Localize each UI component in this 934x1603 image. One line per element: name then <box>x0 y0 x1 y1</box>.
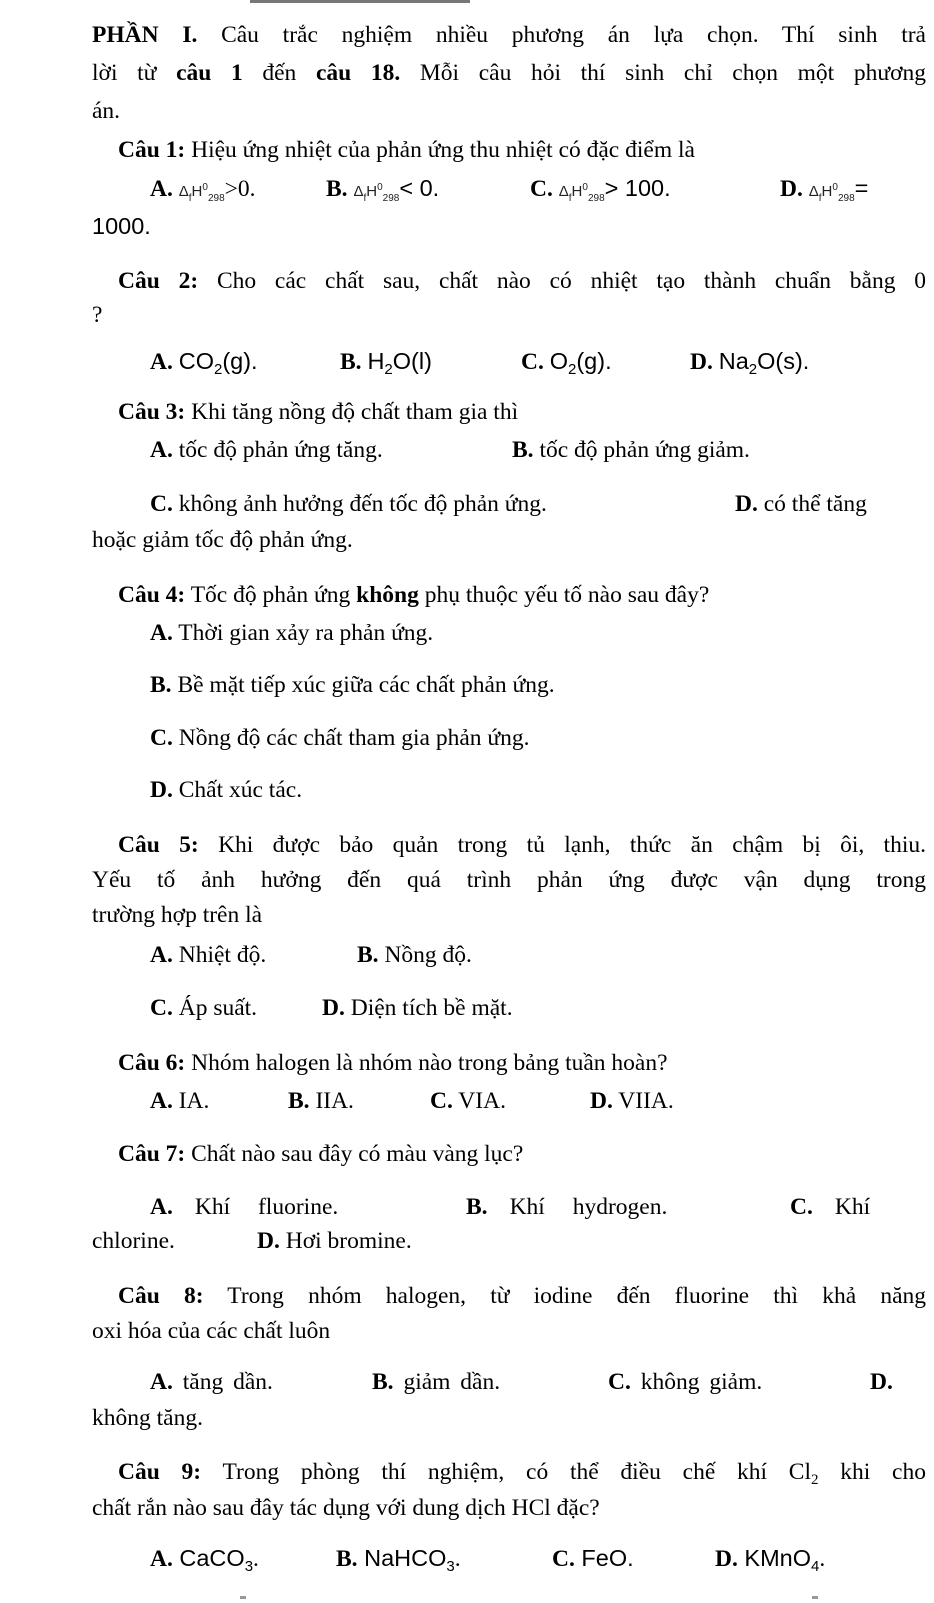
q6-d-letter: D. <box>590 1088 613 1114</box>
q2-a-v2: (g). <box>222 348 258 374</box>
q7-c-text: Khí <box>834 1194 871 1220</box>
q7-option-c <box>790 1192 870 1222</box>
q2-option-c <box>521 346 612 377</box>
q1-c-letter: C. <box>530 176 553 202</box>
q9-option-c <box>552 1543 634 1574</box>
q2-a-sub: 2 <box>213 361 223 378</box>
q9-a-sub: 3 <box>244 1558 254 1575</box>
q1-b-formula <box>353 182 400 204</box>
q2-b-letter: B. <box>340 349 362 375</box>
q3-stem <box>118 397 926 427</box>
q2-c-formula <box>549 348 612 378</box>
q8-text: Trong nhóm halogen, từ iodine đến fluorine thì khả năng <box>203 1283 926 1309</box>
q5-c-letter: C. <box>150 995 173 1021</box>
q9-text1: Trong phòng thí nghiệm, có thể điều chế khí Cl <box>201 1459 812 1485</box>
bottom-mark-right <box>812 1596 818 1599</box>
q1-b-sup: 0 <box>377 182 383 193</box>
q9-d-sub: 4 <box>811 1558 820 1575</box>
part-intro-b5: Mỗi câu hỏi thí sinh chỉ chọn một phương <box>400 60 926 86</box>
q1-a-sym: Δ <box>178 183 189 200</box>
q2-b-v2: O(l) <box>392 348 432 374</box>
q9-option-d <box>715 1543 825 1574</box>
q1-a-rest: >0. <box>224 176 256 202</box>
q5-option-b <box>357 940 472 970</box>
q1-b-rest: < 0. <box>399 175 440 201</box>
q9-a-v2: . <box>253 1546 259 1572</box>
q8-option-c <box>608 1367 762 1397</box>
q7-text: Chất nào sau đây có màu vàng lục? <box>185 1141 524 1167</box>
part-heading: PHẦN I. <box>92 22 198 48</box>
q7-label: Câu 7: <box>118 1141 186 1167</box>
q9-a-letter: A. <box>150 1546 173 1572</box>
q1-b-h: H <box>366 183 378 200</box>
q3-b-text: tốc độ phản ứng giảm. <box>533 437 750 463</box>
q2-d-v1: Na <box>718 348 749 374</box>
q7-stem <box>118 1139 926 1169</box>
q7-d-letter: D. <box>257 1228 280 1254</box>
q8-c-text: không giảm. <box>630 1369 763 1395</box>
q2-text-cont: ? <box>92 302 103 328</box>
q6-option-c <box>430 1086 506 1116</box>
q4-option-d <box>150 775 302 805</box>
q5-text2: Yếu tố ảnh hưởng đến quá trình phản ứng được vận dụng trong <box>92 867 926 893</box>
q7-option-c-cont <box>92 1226 175 1256</box>
q2-option-b <box>340 346 432 377</box>
q9-c-text: FeO. <box>574 1545 634 1571</box>
q4-c-text: Nồng độ các chất tham gia phản ứng. <box>172 725 530 751</box>
q5-c-text: Áp suất. <box>172 995 258 1021</box>
q8-label: Câu 8: <box>118 1283 204 1309</box>
q1-b-sub2: 298 <box>382 193 400 204</box>
q4-stem <box>118 580 926 610</box>
q5-d-letter: D. <box>322 995 345 1021</box>
q1-a-sub2: 298 <box>207 193 225 204</box>
part-intro-b1: lời từ <box>92 60 177 86</box>
q1-a-sup: 0 <box>202 182 208 193</box>
q1-c-h: H <box>571 183 583 200</box>
q1-d-formula <box>808 182 855 204</box>
q2-a-formula <box>178 348 258 378</box>
q9-text3: chất rắn nào sau đây tác dụng với dung dịch HCl đặc? <box>92 1495 600 1521</box>
q9-b-letter: B. <box>336 1546 358 1572</box>
q2-stem <box>118 266 926 296</box>
q2-option-d <box>690 346 809 377</box>
q2-c-v2: (g). <box>576 348 612 374</box>
q4-label: Câu 4: <box>118 582 186 608</box>
q5-text3: trường hợp trên là <box>92 902 263 928</box>
q8-option-a <box>150 1367 273 1397</box>
q1-text: Hiệu ứng nhiệt của phản ứng thu nhiệt có đặc điểm là <box>185 137 695 163</box>
q6-option-a <box>150 1086 209 1116</box>
q2-b-sub: 2 <box>384 361 393 378</box>
q1-d-sub2: 298 <box>837 193 855 204</box>
q6-c-text: VIA. <box>452 1088 506 1114</box>
q1-option-b <box>326 173 439 207</box>
q5-stem-2 <box>92 865 926 895</box>
q1-label: Câu 1: <box>118 137 186 163</box>
q7-c-letter: C. <box>790 1194 813 1220</box>
q2-c-v1: O <box>549 348 569 374</box>
q1-b-sym: Δ <box>353 183 364 200</box>
q3-option-a <box>150 435 383 465</box>
q6-a-letter: A. <box>150 1088 173 1114</box>
q1-a-letter: A. <box>150 176 173 202</box>
q6-a-text: IA. <box>172 1088 210 1114</box>
part-intro-line-3 <box>92 96 926 126</box>
q5-label: Câu 5: <box>118 832 199 858</box>
q7-d-text: Hơi bromine. <box>279 1228 412 1254</box>
q9-stem-2 <box>92 1493 926 1523</box>
part-intro-line-1 <box>92 20 926 50</box>
q4-option-c <box>150 723 530 753</box>
q3-option-b <box>512 435 750 465</box>
q4-a-text: Thời gian xảy ra phản ứng. <box>172 620 434 646</box>
q8-stem-2 <box>92 1316 926 1346</box>
top-rule <box>250 0 470 3</box>
q8-text2: oxi hóa của các chất luôn <box>92 1318 331 1344</box>
q1-d-sub1: f <box>818 193 822 204</box>
q5-text: Khi được bảo quản trong tủ lạnh, thức ăn chậm bị ôi, thiu. <box>198 832 926 858</box>
q1-a-formula <box>178 182 225 204</box>
q4-d-text: Chất xúc tác. <box>172 777 303 803</box>
q6-b-letter: B. <box>288 1088 310 1114</box>
q1-c-sym: Δ <box>558 183 569 200</box>
q1-option-a <box>150 173 256 207</box>
q3-d-cont: hoặc giảm tốc độ phản ứng. <box>92 527 353 553</box>
q9-b-v2: . <box>454 1546 461 1572</box>
q8-b-letter: B. <box>372 1369 394 1395</box>
q5-stem <box>118 830 926 860</box>
q4-b-text: Bề mặt tiếp xúc giữa các chất phản ứng. <box>171 672 555 698</box>
part-intro-c: án. <box>92 98 121 124</box>
q3-c-letter: C. <box>150 491 173 517</box>
q7-c-cont: chlorine. <box>92 1228 175 1254</box>
q8-stem <box>118 1281 926 1311</box>
q5-a-text: Nhiệt độ. <box>172 942 267 968</box>
q5-d-text: Diện tích bề mặt. <box>344 995 513 1021</box>
part-intro-line-2 <box>92 58 926 88</box>
q1-c-rest: > 100. <box>604 175 671 201</box>
q1-d-sup: 0 <box>832 182 838 193</box>
q3-b-letter: B. <box>512 437 534 463</box>
q1-stem <box>118 135 926 165</box>
q4-text2: phụ thuộc yếu tố nào sau đây? <box>418 582 710 608</box>
q2-c-sub: 2 <box>568 361 577 378</box>
bottom-mark-left <box>240 1596 246 1599</box>
q4-b-letter: B. <box>150 672 172 698</box>
q2-label: Câu 2: <box>118 268 199 294</box>
q9-label: Câu 9: <box>118 1459 202 1485</box>
q1-d-rest: = <box>854 175 869 201</box>
q5-b-text: Nồng độ. <box>378 942 472 968</box>
part-intro-b4: câu 18. <box>315 60 401 86</box>
q1-c-sub2: 298 <box>587 193 605 204</box>
q1-a-h: H <box>191 183 203 200</box>
q5-option-a <box>150 940 266 970</box>
q2-d-sub: 2 <box>748 361 758 378</box>
q1-d-sym: Δ <box>808 183 819 200</box>
q9-text2: khi cho <box>818 1459 926 1485</box>
q1-option-c <box>530 173 671 207</box>
q3-label: Câu 3: <box>118 399 186 425</box>
q1-a-sub1: f <box>188 193 192 204</box>
q7-a-letter: A. <box>150 1194 173 1220</box>
q7-b-letter: B. <box>466 1194 488 1220</box>
q8-b-text: giảm dần. <box>393 1369 501 1395</box>
q4-option-b <box>150 670 555 700</box>
q4-text1: Tốc độ phản ứng <box>185 582 357 608</box>
q7-option-d <box>257 1226 412 1256</box>
q6-b-text: IIA. <box>309 1088 354 1114</box>
q9-option-a <box>150 1543 259 1574</box>
q8-option-b <box>372 1367 500 1397</box>
q8-c-letter: C. <box>608 1369 631 1395</box>
q5-option-c <box>150 993 257 1023</box>
part-intro-b3: đến <box>242 60 316 86</box>
q6-c-letter: C. <box>430 1088 453 1114</box>
q8-option-d-cont <box>92 1403 926 1433</box>
q8-d-letter: D. <box>870 1369 893 1395</box>
q2-d-letter: D. <box>690 349 713 375</box>
q9-d-v2: . <box>819 1546 826 1572</box>
q6-option-b <box>288 1086 354 1116</box>
q7-option-a <box>150 1192 338 1222</box>
q9-d-v1: KMnO <box>737 1545 811 1571</box>
q3-c-text: không ảnh hưởng đến tốc độ phản ứng. <box>172 491 547 517</box>
q1-option-d <box>780 173 868 207</box>
q3-text: Khi tăng nồng độ chất tham gia thì <box>185 399 519 425</box>
q9-stem <box>118 1457 926 1487</box>
q6-stem <box>118 1048 926 1078</box>
q4-d-letter: D. <box>150 777 173 803</box>
q2-option-a <box>150 346 258 377</box>
q3-option-d-cont <box>92 525 926 555</box>
q3-d-text: có thể tăng <box>757 491 867 517</box>
q1-c-formula <box>558 182 605 204</box>
q1-c-sub1: f <box>568 193 572 204</box>
q3-d-letter: D. <box>735 491 758 517</box>
q8-a-letter: A. <box>150 1369 173 1395</box>
part-intro-a: Câu trắc nghiệm nhiều phương án lựa chọn. Thí sinh trả <box>197 22 926 48</box>
q8-d-cont: không tăng. <box>92 1405 203 1431</box>
q7-b-text: Khí hydrogen. <box>509 1194 668 1220</box>
q7-a-text: Khí fluorine. <box>194 1194 339 1220</box>
q3-option-d <box>735 489 867 519</box>
q1-option-d-cont <box>92 211 926 241</box>
q8-a-text: tăng dần. <box>172 1369 273 1395</box>
q1-b-letter: B. <box>326 176 348 202</box>
q6-label: Câu 6: <box>118 1050 186 1076</box>
q3-a-text: tốc độ phản ứng tăng. <box>172 437 383 463</box>
q2-b-v1: H <box>367 348 385 374</box>
q4-option-a <box>150 618 433 648</box>
q5-b-letter: B. <box>357 942 379 968</box>
q1-d-h: H <box>821 183 833 200</box>
q9-text-sub: 2 <box>811 1472 819 1488</box>
q6-text: Nhóm halogen là nhóm nào trong bảng tuần hoàn? <box>185 1050 668 1076</box>
q7-option-b <box>466 1192 667 1222</box>
q5-stem-3 <box>92 900 926 930</box>
part-intro-b2: câu 1 <box>176 60 243 86</box>
q2-b-formula <box>367 348 432 378</box>
q2-stem-cont <box>92 300 926 330</box>
q2-c-letter: C. <box>521 349 544 375</box>
q9-b-v1: NaHCO <box>357 1545 447 1571</box>
q1-b-sub1: f <box>363 193 367 204</box>
q4-a-letter: A. <box>150 620 173 646</box>
q9-c-letter: C. <box>552 1546 575 1572</box>
q4-text-bold: không <box>356 582 419 608</box>
q9-b-sub: 3 <box>446 1558 455 1575</box>
q2-a-letter: A. <box>150 349 173 375</box>
q2-text: Cho các chất sau, chất nào có nhiệt tạo thành chuẩn bằng 0 <box>198 268 926 294</box>
q1-c-sup: 0 <box>582 182 588 193</box>
q1-d-cont: 1000. <box>92 213 151 239</box>
q9-option-b <box>336 1543 461 1574</box>
q2-a-v1: CO <box>178 348 214 374</box>
q8-option-d <box>870 1367 893 1397</box>
q9-d-letter: D. <box>715 1546 738 1572</box>
q1-d-letter: D. <box>780 176 803 202</box>
q2-d-v2: O(s). <box>757 348 810 374</box>
q3-option-c <box>150 489 547 519</box>
q6-option-d <box>590 1086 674 1116</box>
q6-d-text: VIIA. <box>612 1088 674 1114</box>
q5-a-letter: A. <box>150 942 173 968</box>
q3-a-letter: A. <box>150 437 173 463</box>
q5-option-d <box>322 993 513 1023</box>
q4-c-letter: C. <box>150 725 173 751</box>
q9-a-v1: CaCO <box>172 1545 245 1571</box>
q2-d-formula <box>718 348 810 378</box>
